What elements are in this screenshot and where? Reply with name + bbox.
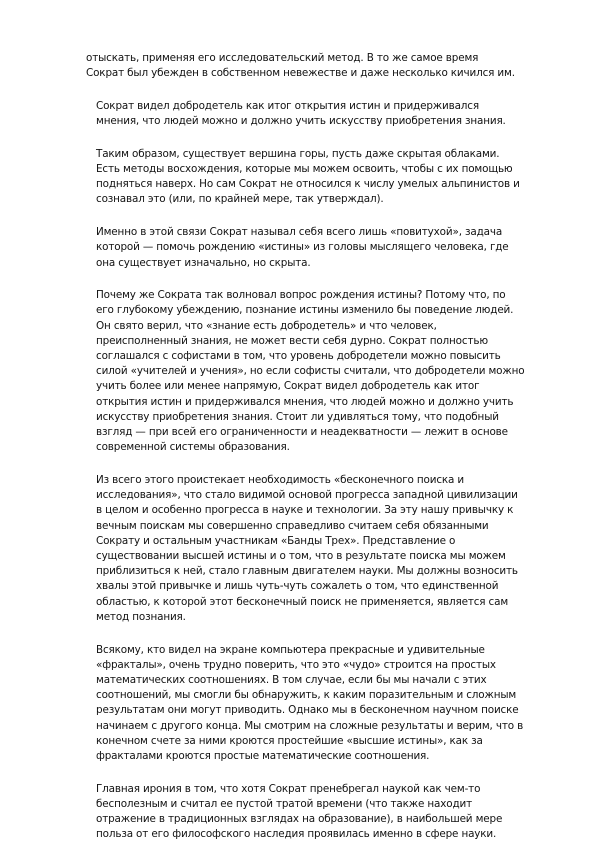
paragraph-line: Сократ видел добродетель как итог открытия истин и придерживался <box>96 99 479 112</box>
paragraph-line: начинаем с другого конца. Мы смотрим на сложные результаты и верим, что в <box>96 719 524 732</box>
paragraph-line: соглашался с софистами в том, что уровень добродетели можно повысить <box>96 350 501 363</box>
paragraph-line: преисполненный знания, не может вести себя дурно. Сократ полностью <box>96 334 488 347</box>
paragraph-line: исследования», что стало видимой основой прогресса западной цивилизации <box>96 489 518 502</box>
paragraph-2 <box>86 99 541 129</box>
paragraph-8 <box>86 782 541 843</box>
paragraph-line: польза от его философского наследия проявилась именно в сфере науки. <box>96 828 497 841</box>
paragraph-line: конечном счете за ними кроются простейшие «высшие истины», как за <box>96 734 483 747</box>
paragraph-line: Таким образом, существует вершина горы, пусть даже скрытая облаками. <box>96 147 500 160</box>
paragraph-line: приблизиться к ней, стало главным двигателем науки. Мы должны возносить <box>96 565 518 578</box>
paragraph-line: математических соотношениях. В том случае, если бы мы начали с этих <box>96 673 487 686</box>
paragraph-line: хвалы этой привычке и лишь чуть-чуть сожалеть о том, что единственной <box>96 580 499 593</box>
paragraph-line: Есть методы восхождения, которые мы можем освоить, чтобы с их помощью <box>96 163 513 176</box>
paragraph-line: фракталами кроются простые математические соотношения. <box>96 749 430 762</box>
paragraph-line: вечным поискам мы совершенно справедливо считаем себя обязанными <box>96 519 489 532</box>
paragraph-line: отражение в традиционных взглядах на образование), в наибольшей мере <box>96 813 503 826</box>
paragraph-line: силой «учителей и учения», но если софисты считали, что добродетели можно <box>96 365 525 378</box>
paragraph-line: областью, к которой этот бесконечный поиск не применяется, является сам <box>96 595 509 608</box>
paragraph-line: существовании высшей истины и о том, что в результате поиска мы можем <box>96 549 506 562</box>
paragraph-line: соотношений, мы смогли бы обнаружить, к каким поразительным и сложным <box>96 689 517 702</box>
paragraph-line: учить более или менее напрямую, Сократ видел добродетель как итог <box>96 380 480 393</box>
paragraph-5 <box>86 288 541 455</box>
paragraph-7 <box>86 643 541 765</box>
paragraph-line: отыскать, применяя его исследовательский метод. В то же самое время <box>86 52 479 64</box>
paragraph-line: современной системы образования. <box>96 441 290 454</box>
paragraph-line: Сократ был убежден в собственном невежестве и даже несколько кичился им. <box>86 67 515 80</box>
paragraph-line: метод познания. <box>96 610 186 623</box>
paragraph-line: открытия истин и придерживался мнения, что людей можно и должно учить <box>96 395 514 408</box>
paragraph-3 <box>86 147 541 208</box>
paragraph-line: сознавал это (или, по крайней мере, так утверждал). <box>96 193 384 206</box>
paragraph-1 <box>86 51 541 81</box>
paragraph-line: бесполезным и считал ее пустой тратой времени (что также находит <box>96 797 472 810</box>
paragraph-line: которой — помочь рождению «истины» из головы мыслящего человека, где <box>96 241 509 254</box>
document-page <box>86 51 541 860</box>
paragraph-line: взгляд — при всей его ограниченности и неадекватности — лежит в основе <box>96 426 508 439</box>
paragraph-line: она существует изначально, но скрыта. <box>96 256 311 269</box>
paragraph-line: Именно в этой связи Сократ называл себя всего лишь «повитухой», задача <box>96 226 503 239</box>
paragraph-line: Почему же Сократа так волновал вопрос рождения истины? Потому что, по <box>96 289 506 302</box>
paragraph-line: «фракталы», очень трудно поверить, что это «чудо» строится на простых <box>96 658 496 671</box>
paragraph-line: Главная ирония в том, что хотя Сократ пренебрегал наукой как чем-то <box>96 782 481 795</box>
paragraph-line: мнения, что людей можно и должно учить искусству приобретения знания. <box>96 115 506 128</box>
paragraph-line: Он свято верил, что «знание есть добродетель» и что человек, <box>96 319 437 332</box>
paragraph-line: результатам они могут приводить. Однако мы в бесконечном научном поиске <box>96 704 519 717</box>
paragraph-line: в целом и особенно прогресса в науке и технологии. За эту нашу привычку к <box>96 504 514 517</box>
paragraph-4 <box>86 225 541 271</box>
paragraph-6 <box>86 473 541 625</box>
paragraph-line: его глубокому убеждению, познание истины изменило бы поведение людей. <box>96 304 514 317</box>
paragraph-line: Сократу и остальным участникам «Банды Трех». Представление о <box>96 534 456 547</box>
paragraph-line: искусству приобретения знания. Стоит ли удивляться тому, что подобный <box>96 410 499 423</box>
paragraph-line: Всякому, кто видел на экране компьютера прекрасные и удивительные <box>96 643 485 656</box>
paragraph-line: подняться наверх. Но сам Сократ не относился к числу умелых альпинистов и <box>96 178 520 191</box>
paragraph-line: Из всего этого проистекает необходимость «бесконечного поиска и <box>96 473 464 486</box>
